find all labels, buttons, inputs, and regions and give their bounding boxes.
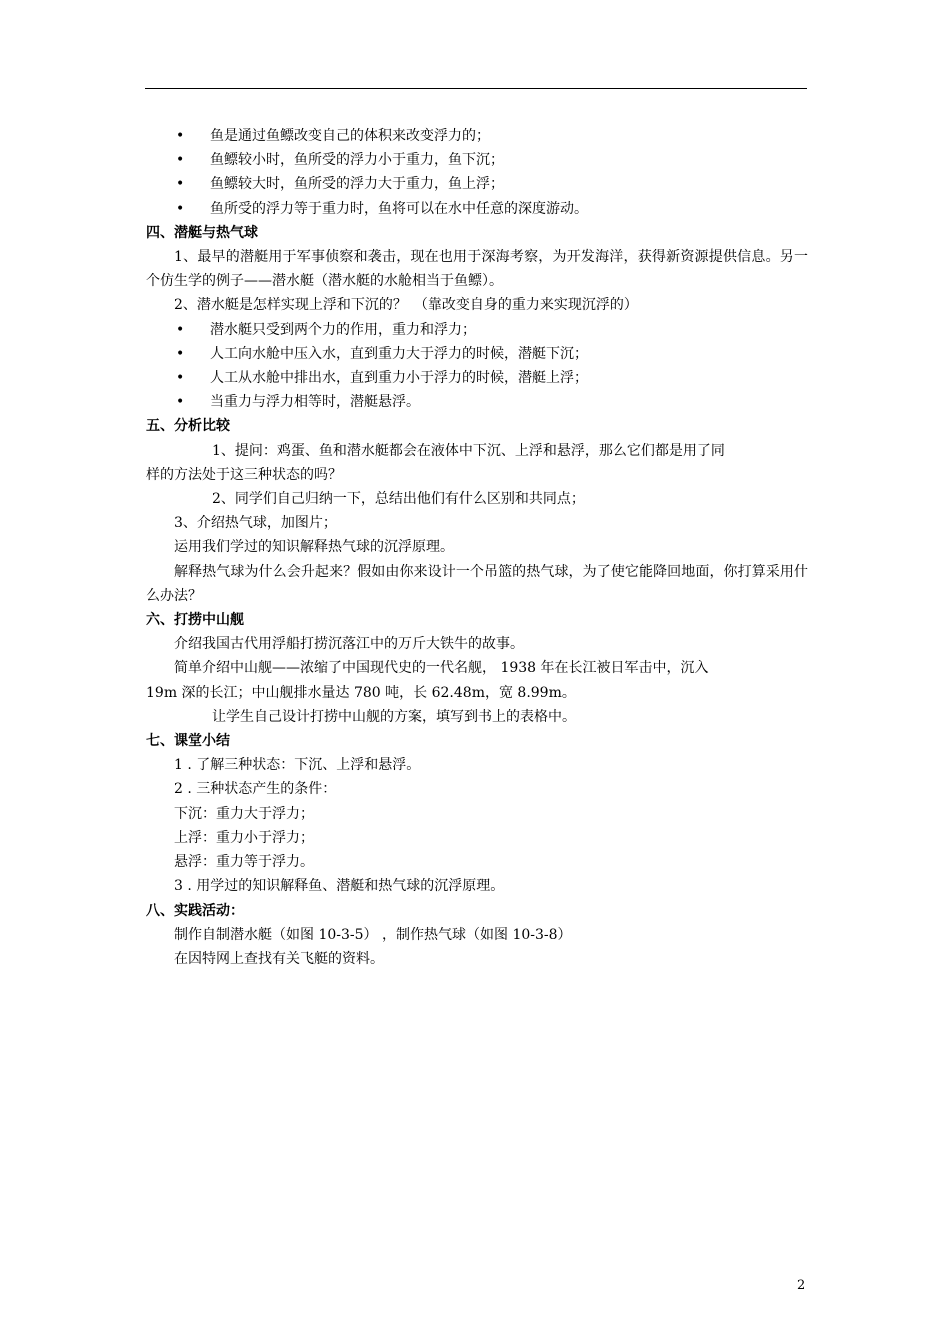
section-heading-8: 八、实践活动： xyxy=(146,902,244,919)
paragraph: 让学生自己设计打捞中山舰的方案，填写到书上的表格中。 xyxy=(212,708,576,725)
section-heading-7: 七、课堂小结 xyxy=(146,733,230,750)
bullet-icon: • xyxy=(176,394,185,411)
page-number: 2 xyxy=(797,1278,806,1293)
paragraph: 19m 深的长江；中山舰排水量达 780 吨，长 62.48m，宽 8.99m。 xyxy=(146,684,576,701)
list-item: • 鱼所受的浮力等于重力时，鱼将可以在水中任意的深度游动。 xyxy=(146,197,808,221)
list-item: 1 . 了解三种状态：下沉、上浮和悬浮。 xyxy=(174,757,421,774)
list-item: • 人工从水舱中排出水，直到重力小于浮力的时候，潜艇上浮； xyxy=(146,366,808,390)
paragraph: 3、介绍热气球，加图片； xyxy=(174,515,337,532)
bullet-icon: • xyxy=(176,200,185,217)
section-heading-6: 六、打捞中山舰 xyxy=(146,612,244,629)
paragraph: 运用我们学过的知识解释热气球的沉浮原理。 xyxy=(174,539,454,556)
paragraph: 解释热气球为什么会升起来？假如由你来设计一个吊篮的热气球，为了使它能降回地面，你打算采用什么办法？ xyxy=(146,563,808,604)
paragraph: 样的方法处于这三种状态的吗？ xyxy=(146,466,342,483)
list-item: 上浮：重力小于浮力； xyxy=(174,829,314,846)
list-item: 2 . 三种状态产生的条件： xyxy=(174,781,337,798)
document-body xyxy=(146,124,808,971)
bullet-icon: • xyxy=(176,370,185,387)
paragraph: 2、潜水艇是怎样实现上浮和下沉的？ （靠改变自身的重力来实现沉浮的） xyxy=(174,297,638,314)
bullet-icon: • xyxy=(176,176,185,193)
list-item: • 人工向水舱中压入水，直到重力大于浮力的时候，潜艇下沉； xyxy=(146,342,808,366)
paragraph: 2、同学们自己归纳一下，总结出他们有什么区别和共同点； xyxy=(212,491,585,508)
list-item: • 当重力与浮力相等时，潜艇悬浮。 xyxy=(146,390,808,414)
bullet-icon: • xyxy=(176,152,185,169)
list-item: • 鱼鳔较大时，鱼所受的浮力大于重力，鱼上浮； xyxy=(146,172,808,196)
list-item: 制作自制潜水艇（如图 10-3-5） ，制作热气球（如图 10-3-8） xyxy=(174,926,572,943)
list-item: 3 . 用学过的知识解释鱼、潜艇和热气球的沉浮原理。 xyxy=(174,878,505,895)
section-heading-5: 五、分析比较 xyxy=(146,418,230,435)
paragraph: 1、提问：鸡蛋、鱼和潜水艇都会在液体中下沉、上浮和悬浮，那么它们都是用了同 xyxy=(212,442,725,459)
list-item: 在因特网上查找有关飞艇的资料。 xyxy=(174,950,384,967)
list-item: • 鱼鳔较小时，鱼所受的浮力小于重力，鱼下沉； xyxy=(146,148,808,172)
bullet-icon: • xyxy=(176,321,185,338)
paragraph: 1、最早的潜艇用于军事侦察和袭击，现在也用于深海考察，为开发海洋，获得新资源提供信息。另一个仿生学的例子——潜水艇（潜水艇的水舱相当于鱼鳔）。 xyxy=(146,249,808,290)
header-rule xyxy=(145,88,807,89)
paragraph: 介绍我国古代用浮船打捞沉落江中的万斤大铁牛的故事。 xyxy=(174,636,524,653)
list-item: • 潜水艇只受到两个力的作用，重力和浮力； xyxy=(146,318,808,342)
bullet-icon: • xyxy=(176,128,185,144)
paragraph: 简单介绍中山舰——浓缩了中国现代史的一代名舰， 1938 年在长江被日军击中，沉入 xyxy=(174,660,709,677)
list-item: • 鱼是通过鱼鳔改变自己的体积来改变浮力的； xyxy=(146,124,808,148)
list-item: 悬浮：重力等于浮力。 xyxy=(174,854,314,871)
bullet-icon: • xyxy=(176,345,185,362)
section-heading-4: 四、潜艇与热气球 xyxy=(146,224,258,241)
list-item: 下沉：重力大于浮力； xyxy=(174,805,314,822)
